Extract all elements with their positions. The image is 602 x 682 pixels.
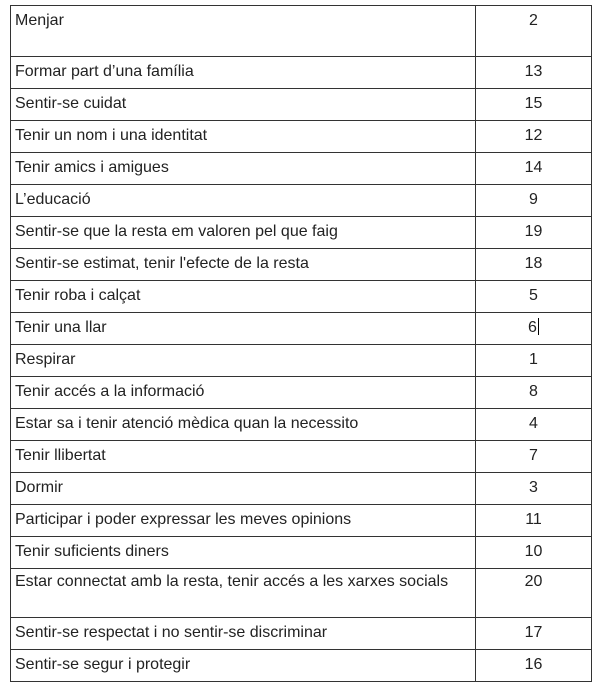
label-cell[interactable]: Sentir-se segur i protegir [11,650,476,682]
rank-cell[interactable]: 12 [476,121,592,153]
label-cell[interactable]: Tenir suficients diners [11,537,476,569]
rank-cell[interactable]: 20 [476,569,592,618]
table-row [11,569,592,618]
rank-cell[interactable]: 13 [476,57,592,89]
label-cell[interactable]: Sentir-se estimat, tenir l'efecte de la resta [11,249,476,281]
rank-cell[interactable]: 1 [476,345,592,377]
table-row [11,345,592,377]
table-row [11,473,592,505]
table-row [11,409,592,441]
label-cell[interactable]: Tenir amics i amigues [11,153,476,185]
table-row [11,537,592,569]
label-cell[interactable]: Tenir un nom i una identitat [11,121,476,153]
label-cell[interactable]: Sentir-se cuidat [11,89,476,121]
table-row [11,377,592,409]
text-cursor [538,318,539,335]
label-cell[interactable]: Sentir-se que la resta em valoren pel que faig [11,217,476,249]
label-cell[interactable]: Dormir [11,473,476,505]
ranking-table-container [10,5,592,682]
rank-cell[interactable]: 11 [476,505,592,537]
rank-cell[interactable]: 3 [476,473,592,505]
label-cell[interactable]: Tenir roba i calçat [11,281,476,313]
label-cell[interactable]: Sentir-se respectat i no sentir-se discriminar [11,618,476,650]
rank-cell[interactable]: 9 [476,185,592,217]
rank-cell[interactable]: 8 [476,377,592,409]
rank-cell[interactable]: 2 [476,6,592,57]
table-row [11,6,592,57]
rank-cell[interactable]: 16 [476,650,592,682]
table-row [11,57,592,89]
rank-cell[interactable]: 4 [476,409,592,441]
rank-cell[interactable]: 10 [476,537,592,569]
label-cell[interactable]: Tenir llibertat [11,441,476,473]
table-row [11,618,592,650]
label-cell[interactable]: Tenir una llar [11,313,476,345]
table-row [11,650,592,682]
label-cell[interactable]: Tenir accés a la informació [11,377,476,409]
label-cell[interactable]: Respirar [11,345,476,377]
table-row [11,153,592,185]
rank-cell[interactable]: 19 [476,217,592,249]
table-row [11,281,592,313]
table-row [11,121,592,153]
label-cell[interactable]: Formar part d’una família [11,57,476,89]
table-row [11,217,592,249]
label-cell[interactable]: Estar connectat amb la resta, tenir accés a les xarxes socials [11,569,476,618]
rank-cell[interactable]: 5 [476,281,592,313]
label-cell[interactable]: L’educació [11,185,476,217]
rank-cell-active[interactable] [476,313,592,345]
table-row [11,441,592,473]
rank-cell[interactable]: 18 [476,249,592,281]
ranking-table [10,5,592,682]
table-row [11,505,592,537]
table-row [11,89,592,121]
label-cell[interactable]: Menjar [11,6,476,57]
rank-cell[interactable]: 14 [476,153,592,185]
rank-cell-value[interactable]: 6 [528,319,537,336]
table-row [11,249,592,281]
label-cell[interactable]: Estar sa i tenir atenció mèdica quan la necessito [11,409,476,441]
label-cell[interactable]: Participar i poder expressar les meves opinions [11,505,476,537]
rank-cell[interactable]: 7 [476,441,592,473]
table-row [11,185,592,217]
rank-cell[interactable]: 15 [476,89,592,121]
rank-cell[interactable]: 17 [476,618,592,650]
table-row-active [11,313,592,345]
